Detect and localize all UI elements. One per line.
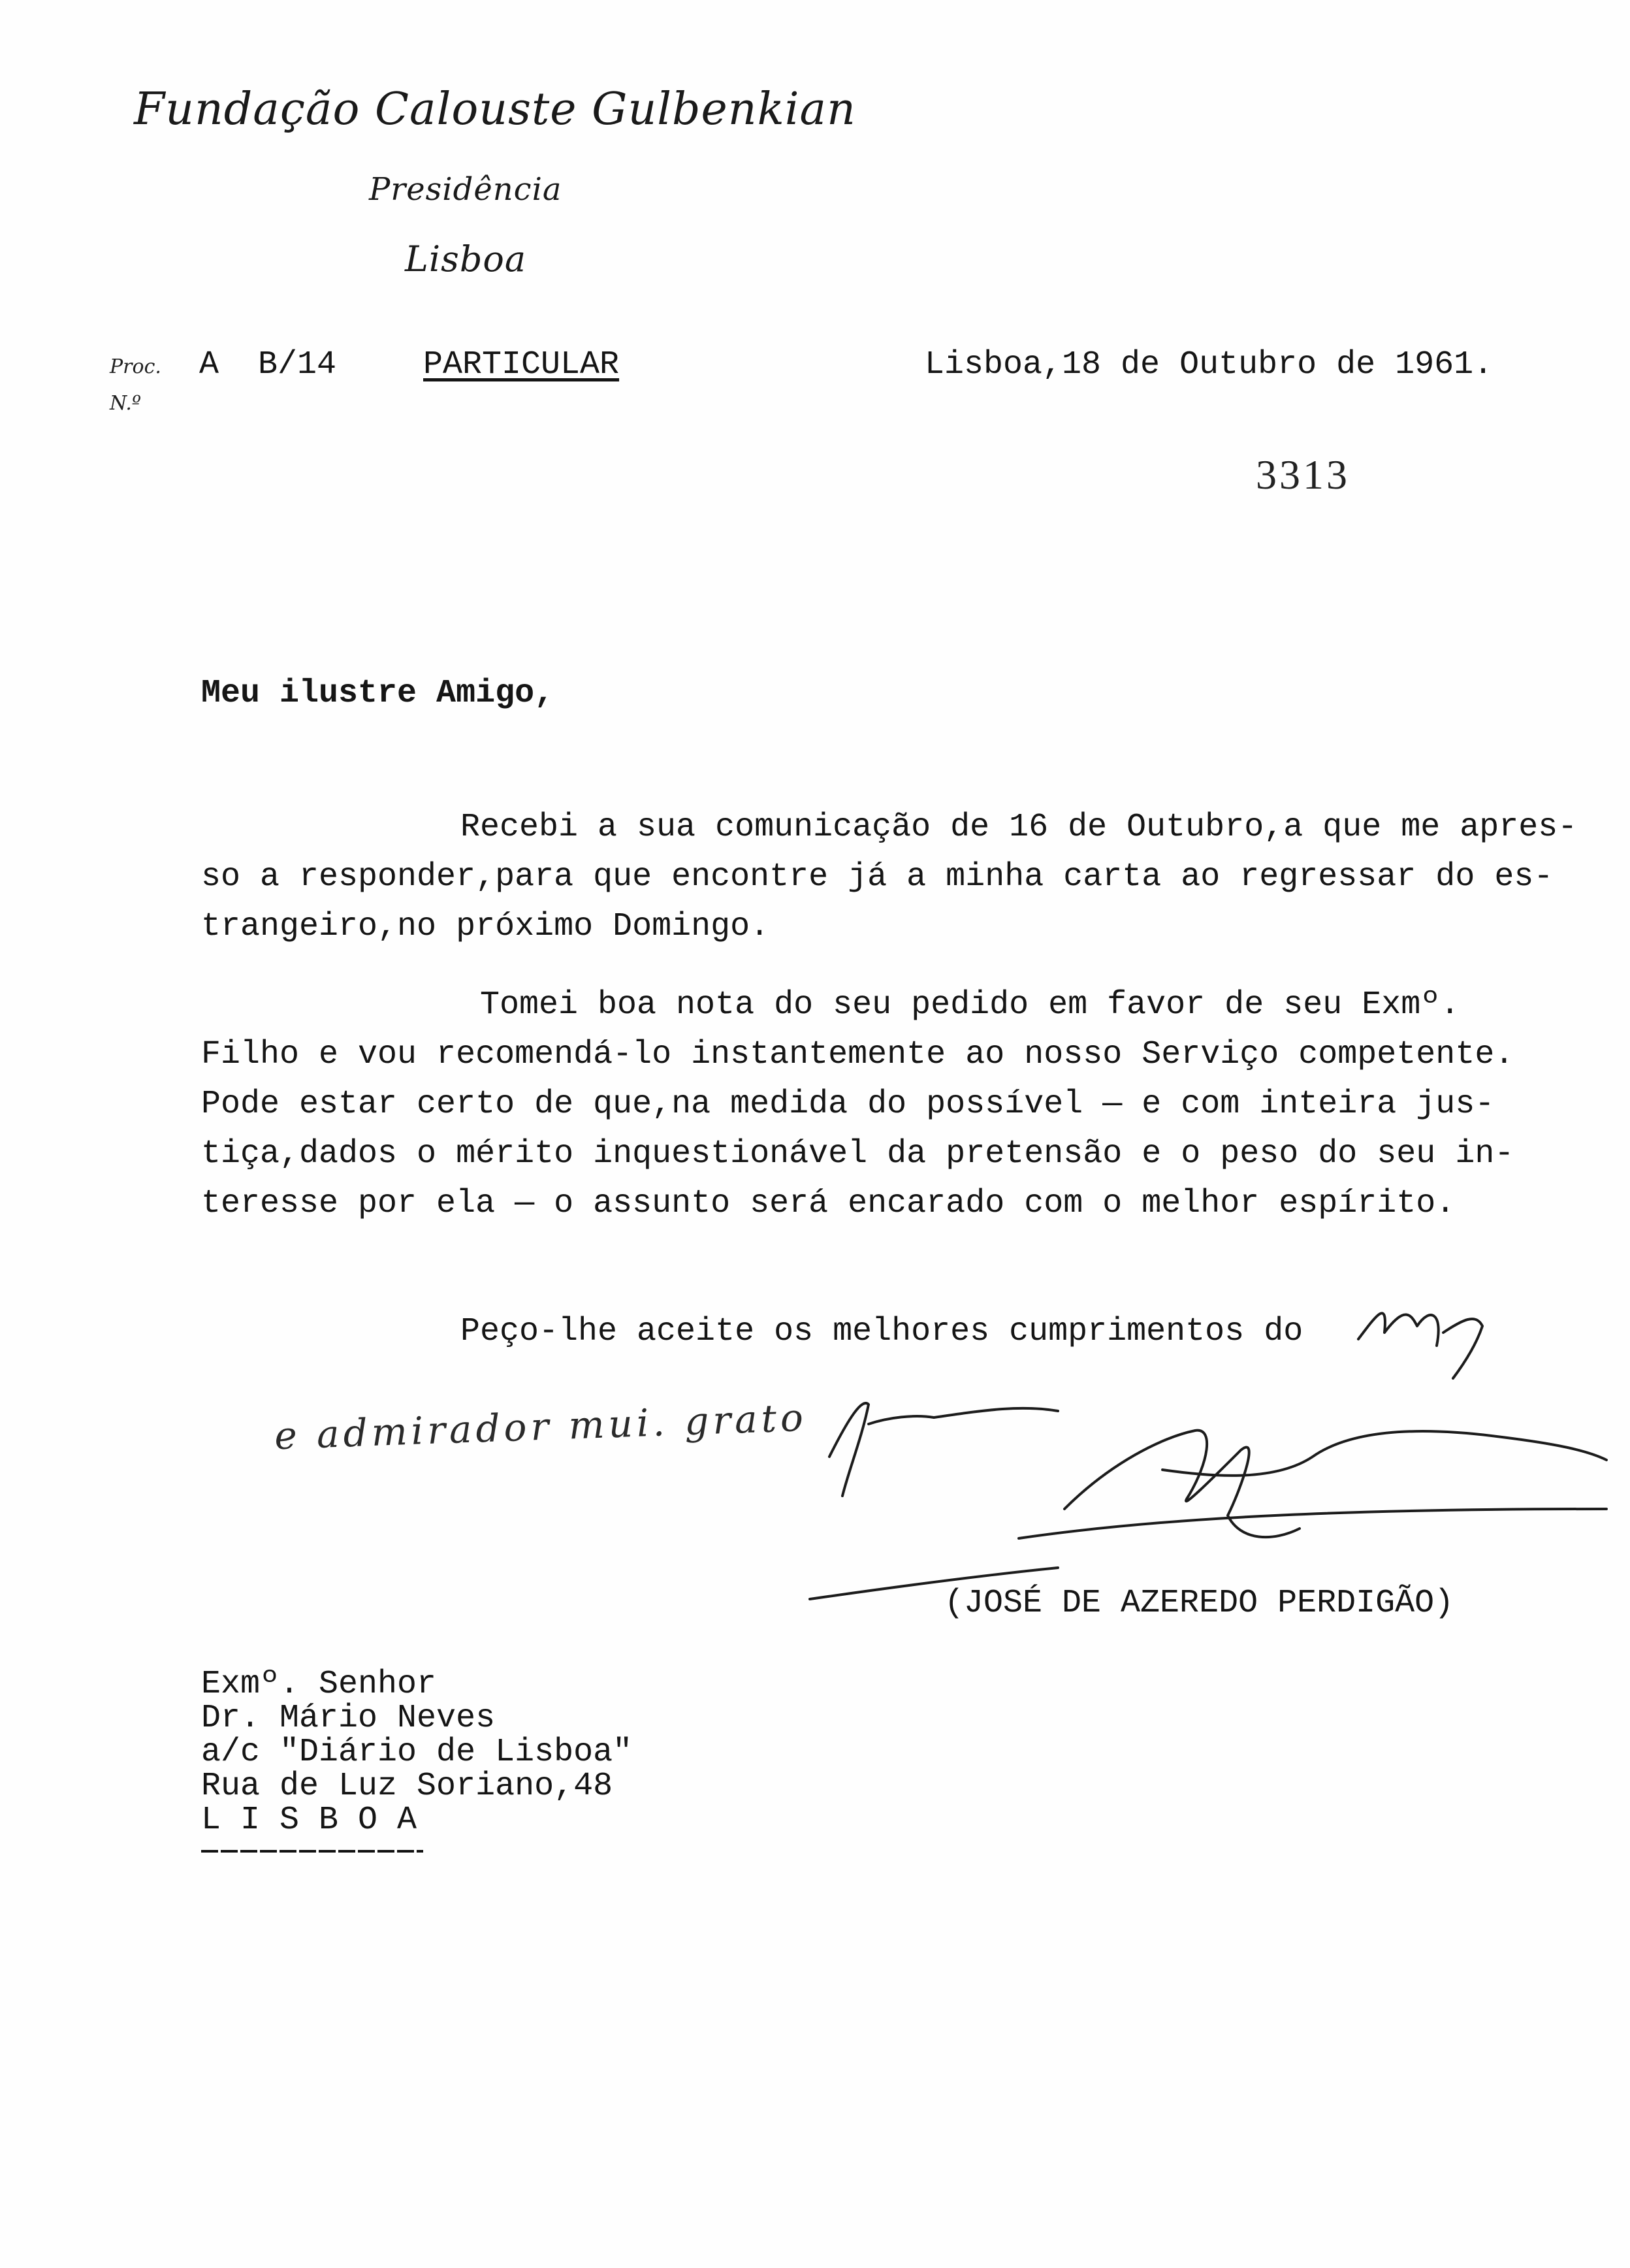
- salutation: Meu ilustre Amigo,: [201, 675, 554, 712]
- p2-line-5: teresse por ela — o assunto será encarado com o melhor espírito.: [201, 1185, 1456, 1222]
- proc-label: Proc.: [110, 355, 161, 378]
- closing-line: Peço-lhe aceite os melhores cumprimentos do: [460, 1313, 1303, 1350]
- p1-line-1: Recebi a sua comunicação de 16 de Outubro,a que me apres-: [460, 809, 1578, 846]
- p2-line-1: Tomei boa nota do seu pedido em favor de seu Exmº.: [480, 986, 1460, 1024]
- recipient-line-5: L I S B O A: [201, 1802, 417, 1839]
- p1-line-2: so a responder,para que encontre já a minha carta ao regressar do es-: [201, 858, 1554, 896]
- p2-line-4: tiça,dados o mérito inquestionável da pretensão e o peso do seu in-: [201, 1135, 1514, 1173]
- handwritten-closing: e admirador mui. grato: [274, 1395, 808, 1459]
- recipient-line-3: a/c "Diário de Lisboa": [201, 1734, 633, 1771]
- recipient-line-1: Exmº. Senhor: [201, 1666, 437, 1703]
- p1-line-3: trangeiro,no próximo Domingo.: [201, 908, 770, 945]
- recipient-line-4: Rua de Luz Soriano,48: [201, 1768, 613, 1805]
- p2-line-3: Pode estar certo de que,na medida do possível — e com inteira jus-: [201, 1086, 1495, 1123]
- letter-date: Lisboa,18 de Outubro de 1961.: [925, 346, 1494, 383]
- signatory-name: (JOSÉ DE AZEREDO PERDIGÃO): [944, 1585, 1454, 1622]
- number-label: N.º: [110, 392, 141, 415]
- recipient-underline: [201, 1850, 423, 1853]
- reference-code: A B/14: [199, 346, 337, 383]
- recipient-line-2: Dr. Mário Neves: [201, 1700, 496, 1737]
- marking-particular: PARTICULAR: [423, 346, 620, 383]
- letterhead-city: Lisboa: [405, 238, 527, 280]
- stamp-number: 3313: [1256, 451, 1350, 498]
- p2-line-2: Filho e vou recomendá-lo instantemente ao nosso Serviço competente.: [201, 1036, 1514, 1073]
- letterhead-org: Fundação Calouste Gulbenkian: [134, 84, 856, 135]
- letterhead-office: Presidência: [369, 171, 562, 208]
